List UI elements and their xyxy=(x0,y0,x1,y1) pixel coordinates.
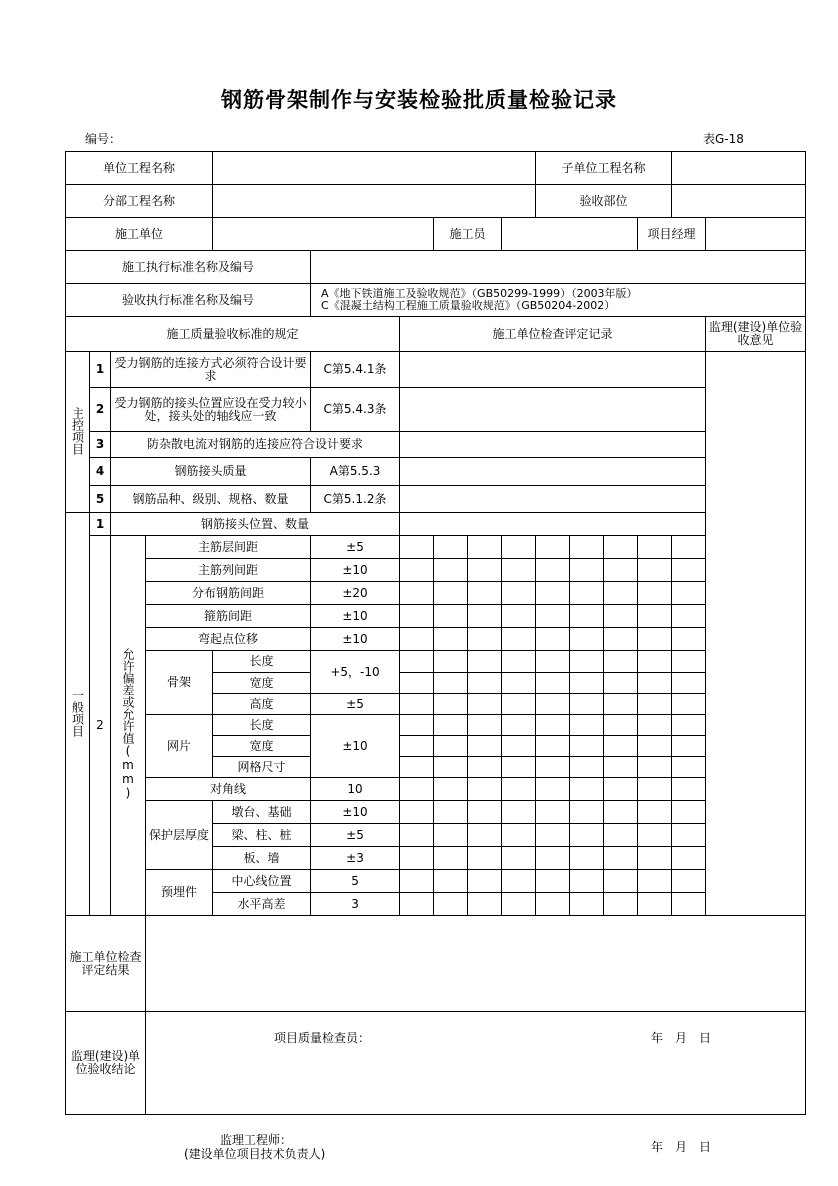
constructor-label: 施工员 xyxy=(434,218,502,251)
check-item: 梁、柱、桩 xyxy=(213,824,311,847)
measure-cell[interactable] xyxy=(536,559,570,582)
check-value: ±5 xyxy=(311,694,400,715)
check-item: 主筋列间距 xyxy=(146,559,311,582)
tolerance-row xyxy=(66,605,806,628)
measure-cell[interactable] xyxy=(672,605,706,628)
measure-cell[interactable] xyxy=(604,715,638,736)
skeleton-label: 骨架 xyxy=(146,651,213,715)
supervision-opinion[interactable] xyxy=(706,352,806,916)
measure-cell[interactable] xyxy=(638,778,672,801)
measure-cell[interactable] xyxy=(502,715,536,736)
measure-cell[interactable] xyxy=(434,673,468,694)
measure-cell[interactable] xyxy=(434,870,468,893)
exec-standard-row xyxy=(66,251,806,284)
main-item-clause: C第5.4.3条 xyxy=(311,388,400,432)
check-value: +5，-10 xyxy=(311,651,400,694)
measure-cell[interactable] xyxy=(536,736,570,757)
measure-cell[interactable] xyxy=(502,694,536,715)
supervisor-label: 监理工程师： xyxy=(220,1133,293,1147)
measure-cell[interactable] xyxy=(570,582,604,605)
measure-cell[interactable] xyxy=(468,628,502,651)
measure-cell[interactable] xyxy=(638,715,672,736)
tolerance-label: 允许偏差或允许值(mm) xyxy=(111,536,146,916)
measure-cell[interactable] xyxy=(604,582,638,605)
division-project-label: 分部工程名称 xyxy=(66,185,213,218)
measure-cell[interactable] xyxy=(570,801,604,824)
sub-unit-project-field[interactable] xyxy=(672,152,806,185)
measure-cell[interactable] xyxy=(638,651,672,673)
record-column-header: 施工单位检查评定记录 xyxy=(400,317,706,352)
measure-cell[interactable] xyxy=(604,651,638,673)
measure-cell[interactable] xyxy=(570,605,604,628)
measure-cell[interactable] xyxy=(400,582,434,605)
measure-cell[interactable] xyxy=(604,559,638,582)
measure-cell[interactable] xyxy=(570,536,604,559)
main-item-desc: 钢筋接头质量 xyxy=(111,458,311,486)
measure-cell[interactable] xyxy=(468,673,502,694)
construction-unit-field[interactable] xyxy=(213,218,434,251)
measure-cell[interactable] xyxy=(502,801,536,824)
measure-cell[interactable] xyxy=(604,824,638,847)
general-item-no: 2 xyxy=(90,536,111,916)
measure-cell[interactable] xyxy=(434,694,468,715)
main-item-row xyxy=(66,458,806,486)
measure-cell[interactable] xyxy=(434,847,468,870)
main-item-desc: 受力钢筋的接头位置应设在受力较小处，接头处的轴线应一致 xyxy=(111,388,311,432)
form-code: 表G-18 xyxy=(703,132,744,146)
measure-cell[interactable] xyxy=(672,651,706,673)
main-item-record[interactable] xyxy=(400,388,706,432)
tolerance-row xyxy=(66,801,806,824)
supervisor-note: (建设单位项目技术负责人) xyxy=(184,1147,326,1161)
measure-cell[interactable] xyxy=(468,778,502,801)
cover-label: 保护层厚度 xyxy=(146,801,213,870)
measure-cell[interactable] xyxy=(570,778,604,801)
unit-project-field[interactable] xyxy=(213,152,536,185)
project-manager-label: 项目经理 xyxy=(638,218,706,251)
measure-cell[interactable] xyxy=(672,778,706,801)
measure-cell[interactable] xyxy=(434,715,468,736)
measure-cell[interactable] xyxy=(434,628,468,651)
main-item-row xyxy=(66,352,806,388)
measure-cell[interactable] xyxy=(672,757,706,778)
measure-cell[interactable] xyxy=(536,847,570,870)
measure-cell[interactable] xyxy=(502,893,536,916)
standard-a: A《地下铁道施工及验收规范》（GB50299-1999）（2003年版） xyxy=(321,287,638,300)
measure-cell[interactable] xyxy=(400,778,434,801)
measure-cell[interactable] xyxy=(672,694,706,715)
measure-cell[interactable] xyxy=(502,824,536,847)
result-date: 年 月 日 xyxy=(651,1030,712,1045)
measure-cell[interactable] xyxy=(468,757,502,778)
embedded-label: 预埋件 xyxy=(146,870,213,916)
check-item: 箍筋间距 xyxy=(146,605,311,628)
measure-cell[interactable] xyxy=(672,715,706,736)
measure-cell[interactable] xyxy=(400,824,434,847)
sub-unit-project-label: 子单位工程名称 xyxy=(536,152,672,185)
main-item-row xyxy=(66,432,806,458)
measure-cell[interactable] xyxy=(434,893,468,916)
measure-cell[interactable] xyxy=(502,847,536,870)
measure-cell[interactable] xyxy=(468,559,502,582)
check-item: 墩台、基础 xyxy=(213,801,311,824)
measure-cell[interactable] xyxy=(638,694,672,715)
main-item-record[interactable] xyxy=(400,486,706,513)
tolerance-row xyxy=(66,536,806,559)
main-item-desc: 防杂散电流对钢筋的连接应符合设计要求 xyxy=(111,432,400,458)
check-value: ±10 xyxy=(311,559,400,582)
main-item-no: 5 xyxy=(90,486,111,513)
main-item-clause: A第5.5.3 xyxy=(311,458,400,486)
measure-cell[interactable] xyxy=(502,605,536,628)
check-item: 中心线位置 xyxy=(213,870,311,893)
measure-cell[interactable] xyxy=(468,605,502,628)
main-item-record[interactable] xyxy=(400,432,706,458)
main-item-clause: C第5.1.2条 xyxy=(311,486,400,513)
measure-cell[interactable] xyxy=(536,694,570,715)
measure-cell[interactable] xyxy=(400,694,434,715)
measure-cell[interactable] xyxy=(502,536,536,559)
check-value: ±10 xyxy=(311,605,400,628)
main-item-desc: 钢筋品种、级别、规格、数量 xyxy=(111,486,311,513)
measure-cell[interactable] xyxy=(672,824,706,847)
measure-cell[interactable] xyxy=(638,605,672,628)
measure-cell[interactable] xyxy=(604,736,638,757)
measure-cell[interactable] xyxy=(536,628,570,651)
measure-cell[interactable] xyxy=(672,893,706,916)
measure-cell[interactable] xyxy=(536,715,570,736)
measure-cell[interactable] xyxy=(502,651,536,673)
page-title: 钢筋骨架制作与安装检验批质量检验记录 xyxy=(221,88,617,112)
main-item-record[interactable] xyxy=(400,352,706,388)
column-header-row xyxy=(66,317,806,352)
measure-cell[interactable] xyxy=(672,847,706,870)
measure-cell[interactable] xyxy=(604,536,638,559)
measure-cell[interactable] xyxy=(434,736,468,757)
measure-cell[interactable] xyxy=(604,757,638,778)
measure-cell[interactable] xyxy=(638,801,672,824)
measure-cell[interactable] xyxy=(502,778,536,801)
measure-cell[interactable] xyxy=(400,801,434,824)
measure-cell[interactable] xyxy=(638,536,672,559)
check-item: 长度 xyxy=(213,651,311,673)
measure-cell[interactable] xyxy=(604,870,638,893)
measure-cell[interactable] xyxy=(638,847,672,870)
check-value: ±3 xyxy=(311,847,400,870)
measure-cell[interactable] xyxy=(434,582,468,605)
measure-cell[interactable] xyxy=(672,870,706,893)
check-item: 宽度 xyxy=(213,736,311,757)
general-items-label: 一般项目 xyxy=(66,513,90,916)
measure-cell[interactable] xyxy=(672,559,706,582)
measure-cell[interactable] xyxy=(672,801,706,824)
tolerance-row xyxy=(66,715,806,736)
measure-cell[interactable] xyxy=(638,824,672,847)
main-item-no: 2 xyxy=(90,388,111,432)
measure-cell[interactable] xyxy=(502,757,536,778)
measure-cell[interactable] xyxy=(468,651,502,673)
division-project-field[interactable] xyxy=(213,185,536,218)
measure-cell[interactable] xyxy=(570,628,604,651)
measure-cell[interactable] xyxy=(400,628,434,651)
measure-cell[interactable] xyxy=(434,824,468,847)
main-item-desc: 受力钢筋的连接方式必须符合设计要求 xyxy=(111,352,311,388)
measure-cell[interactable] xyxy=(468,715,502,736)
measure-cell[interactable] xyxy=(536,536,570,559)
measure-cell[interactable] xyxy=(468,893,502,916)
measure-cell[interactable] xyxy=(604,801,638,824)
measure-cell[interactable] xyxy=(468,847,502,870)
tolerance-row xyxy=(66,559,806,582)
acceptance-standard-row xyxy=(66,284,806,317)
check-item: 弯起点位移 xyxy=(146,628,311,651)
measure-cell[interactable] xyxy=(604,893,638,916)
exec-standard-field[interactable] xyxy=(311,251,806,284)
main-items-label: 主控项目 xyxy=(66,352,90,513)
check-item: 长度 xyxy=(213,715,311,736)
construction-result-row xyxy=(66,916,806,1012)
measure-cell[interactable] xyxy=(672,628,706,651)
measure-cell[interactable] xyxy=(468,582,502,605)
check-value: 5 xyxy=(311,870,400,893)
check-item: 宽度 xyxy=(213,673,311,694)
measure-cell[interactable] xyxy=(570,893,604,916)
measure-cell[interactable] xyxy=(536,605,570,628)
measure-cell[interactable] xyxy=(434,778,468,801)
measure-cell[interactable] xyxy=(536,893,570,916)
check-value: ±20 xyxy=(311,582,400,605)
unit-project-label: 单位工程名称 xyxy=(66,152,213,185)
measure-cell[interactable] xyxy=(434,757,468,778)
construction-result-label: 施工单位检查评定结果 xyxy=(66,916,146,1012)
measure-cell[interactable] xyxy=(468,801,502,824)
main-item-no: 1 xyxy=(90,352,111,388)
exec-standard-label: 施工执行标准名称及编号 xyxy=(66,251,311,284)
measure-cell[interactable] xyxy=(502,628,536,651)
measure-cell[interactable] xyxy=(570,847,604,870)
header-row-2 xyxy=(66,185,806,218)
measure-cell[interactable] xyxy=(468,536,502,559)
measure-cell[interactable] xyxy=(468,736,502,757)
check-value: 3 xyxy=(311,893,400,916)
measure-cell[interactable] xyxy=(400,847,434,870)
spec-column-header: 施工质量验收标准的规定 xyxy=(66,317,400,352)
measure-cell[interactable] xyxy=(672,536,706,559)
supervision-conclusion-row xyxy=(66,1012,806,1115)
measure-cell[interactable] xyxy=(604,673,638,694)
standard-c: C《混凝土结构工程施工质量验收规范》（GB50204-2002） xyxy=(321,299,616,312)
measure-cell[interactable] xyxy=(604,694,638,715)
check-item: 主筋层间距 xyxy=(146,536,311,559)
check-item: 分布钢筋间距 xyxy=(146,582,311,605)
measure-cell[interactable] xyxy=(434,801,468,824)
measure-cell[interactable] xyxy=(672,736,706,757)
supervision-conclusion-label: 监理(建设)单位验收结论 xyxy=(66,1012,146,1115)
measure-cell[interactable] xyxy=(536,757,570,778)
measure-cell[interactable] xyxy=(536,824,570,847)
header-row-3 xyxy=(66,218,806,251)
supervision-conclusion-field[interactable] xyxy=(146,1012,806,1161)
main-item-record[interactable] xyxy=(400,458,706,486)
mesh-label: 网片 xyxy=(146,715,213,778)
measure-cell[interactable] xyxy=(536,673,570,694)
check-value: 10 xyxy=(311,778,400,801)
project-manager-field[interactable] xyxy=(706,218,806,251)
tolerance-row xyxy=(66,651,806,673)
measure-cell[interactable] xyxy=(638,893,672,916)
measure-cell[interactable] xyxy=(672,673,706,694)
tolerance-row xyxy=(66,778,806,801)
measure-cell[interactable] xyxy=(604,778,638,801)
measure-cell[interactable] xyxy=(536,651,570,673)
check-item: 高度 xyxy=(213,694,311,715)
general-item-record[interactable] xyxy=(400,513,706,536)
measure-cell[interactable] xyxy=(638,736,672,757)
measure-cell[interactable] xyxy=(400,893,434,916)
check-value: ±10 xyxy=(311,628,400,651)
measure-cell[interactable] xyxy=(570,824,604,847)
measure-cell[interactable] xyxy=(400,559,434,582)
constructor-field[interactable] xyxy=(502,218,638,251)
measure-cell[interactable] xyxy=(536,801,570,824)
check-item: 网格尺寸 xyxy=(213,757,311,778)
measure-cell[interactable] xyxy=(570,651,604,673)
measure-cell[interactable] xyxy=(536,778,570,801)
measure-cell[interactable] xyxy=(604,628,638,651)
measure-cell[interactable] xyxy=(638,628,672,651)
measure-cell[interactable] xyxy=(672,582,706,605)
measure-cell[interactable] xyxy=(570,870,604,893)
measure-cell[interactable] xyxy=(502,870,536,893)
number-label: 编号： xyxy=(85,132,122,146)
main-item-no: 3 xyxy=(90,432,111,458)
check-value: ±5 xyxy=(311,536,400,559)
measure-cell[interactable] xyxy=(604,847,638,870)
measure-cell[interactable] xyxy=(400,673,434,694)
tolerance-row xyxy=(66,870,806,893)
header-row-1 xyxy=(66,152,806,185)
tolerance-row xyxy=(66,582,806,605)
measure-cell[interactable] xyxy=(468,694,502,715)
measure-cell[interactable] xyxy=(638,673,672,694)
check-item: 对角线 xyxy=(146,778,311,801)
measure-cell[interactable] xyxy=(536,870,570,893)
measure-cell[interactable] xyxy=(638,559,672,582)
measure-cell[interactable] xyxy=(570,757,604,778)
measure-cell[interactable] xyxy=(604,605,638,628)
measure-cell[interactable] xyxy=(570,694,604,715)
measure-cell[interactable] xyxy=(434,559,468,582)
check-value: ±10 xyxy=(311,801,400,824)
measure-cell[interactable] xyxy=(400,536,434,559)
measure-cell[interactable] xyxy=(502,736,536,757)
check-item: 板、墙 xyxy=(213,847,311,870)
main-item-clause: C第5.4.1条 xyxy=(311,352,400,388)
check-value: ±10 xyxy=(311,715,400,778)
main-item-row xyxy=(66,388,806,432)
measure-cell[interactable] xyxy=(502,559,536,582)
measure-cell[interactable] xyxy=(400,605,434,628)
tolerance-row xyxy=(66,628,806,651)
supervision-column-header: 监理(建设)单位验收意见 xyxy=(706,317,806,352)
inspection-location-label: 验收部位 xyxy=(536,185,672,218)
quality-inspector-label: 项目质量检查员： xyxy=(274,1030,371,1045)
measure-cell[interactable] xyxy=(638,870,672,893)
measure-cell[interactable] xyxy=(570,559,604,582)
measure-cell[interactable] xyxy=(400,651,434,673)
measure-cell[interactable] xyxy=(638,582,672,605)
construction-unit-label: 施工单位 xyxy=(66,218,213,251)
construction-result-field[interactable] xyxy=(146,916,806,1045)
measure-cell[interactable] xyxy=(400,870,434,893)
measure-cell[interactable] xyxy=(400,715,434,736)
measure-cell[interactable] xyxy=(570,673,604,694)
check-value: ±5 xyxy=(311,824,400,847)
general-item-no: 1 xyxy=(90,513,111,536)
measure-cell[interactable] xyxy=(502,582,536,605)
measure-cell[interactable] xyxy=(434,651,468,673)
measure-cell[interactable] xyxy=(570,736,604,757)
measure-cell[interactable] xyxy=(400,757,434,778)
measure-cell[interactable] xyxy=(468,870,502,893)
inspection-location-field[interactable] xyxy=(672,185,806,218)
measure-cell[interactable] xyxy=(638,757,672,778)
check-item: 水平高差 xyxy=(213,893,311,916)
main-item-no: 4 xyxy=(90,458,111,486)
measure-cell[interactable] xyxy=(468,824,502,847)
general-item-row xyxy=(66,513,806,536)
measure-cell[interactable] xyxy=(570,715,604,736)
acceptance-standard-value xyxy=(311,284,806,317)
measure-cell[interactable] xyxy=(434,605,468,628)
main-item-row xyxy=(66,486,806,513)
measure-cell[interactable] xyxy=(400,736,434,757)
inspection-form xyxy=(65,151,806,1161)
measure-cell[interactable] xyxy=(502,673,536,694)
acceptance-standard-label: 验收执行标准名称及编号 xyxy=(66,284,311,317)
measure-cell[interactable] xyxy=(434,536,468,559)
conclusion-date: 年 月 日 xyxy=(651,1140,712,1154)
measure-cell[interactable] xyxy=(536,582,570,605)
general-item-desc: 钢筋接头位置、数量 xyxy=(111,513,400,536)
